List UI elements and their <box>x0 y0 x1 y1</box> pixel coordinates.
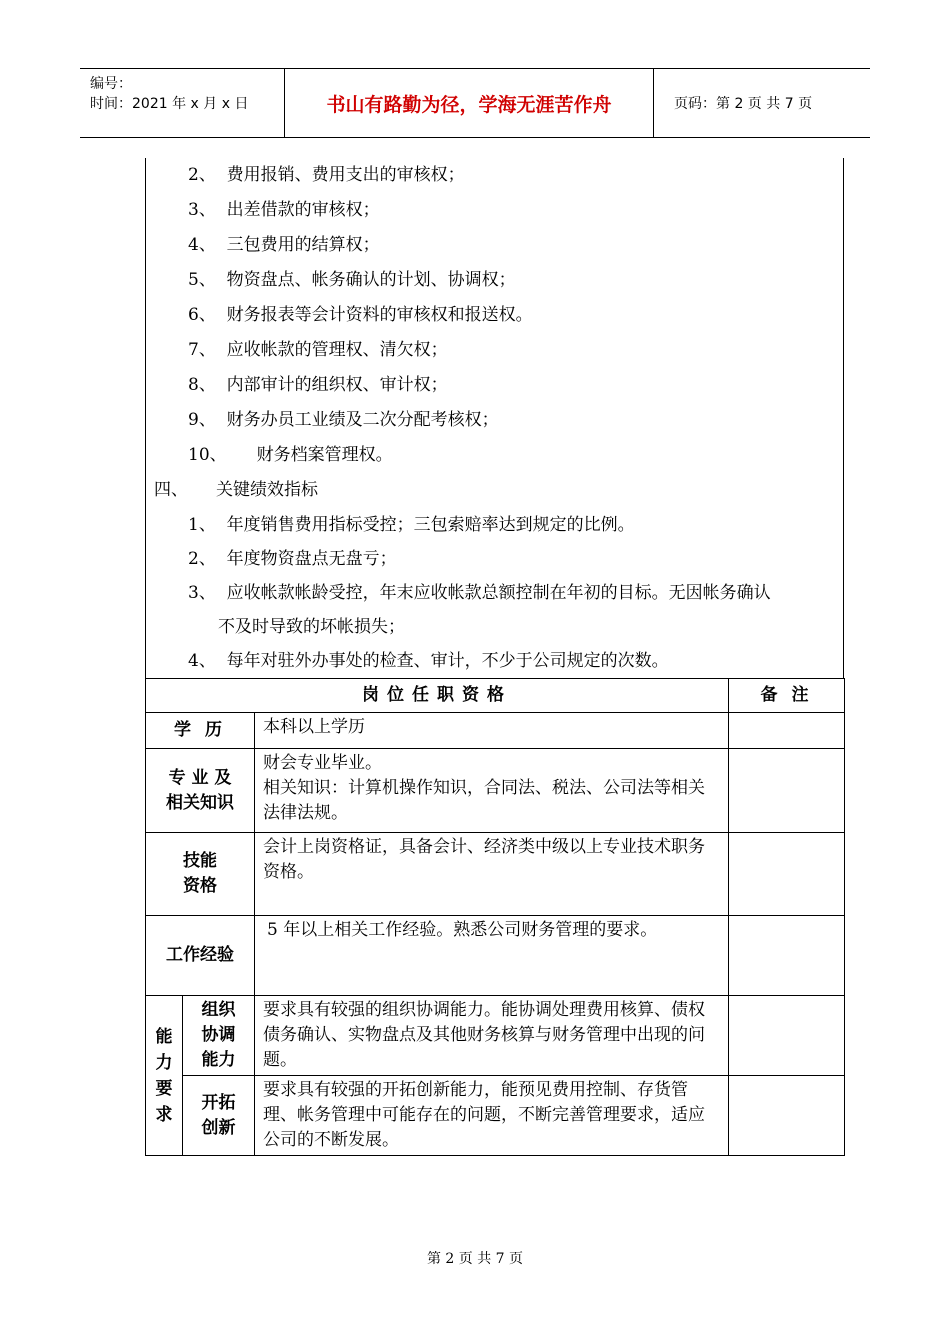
kpi-item: 1、 年度销售费用指标受控；三包索赔率达到规定的比例。 <box>188 515 635 535</box>
header-motto: 书山有路勤为径，学海无涯苦作舟 <box>285 69 654 137</box>
table-row <box>146 1076 845 1156</box>
document-header <box>80 68 870 138</box>
kpi-item: 4、 每年对驻外办事处的检查、审计，不少于公司规定的次数。 <box>188 651 669 671</box>
responsibility-block <box>145 158 844 678</box>
qualification-header: 岗位任职资格 <box>146 679 729 713</box>
table-row <box>146 749 845 833</box>
authority-item: 10、 财务档案管理权。 <box>188 445 393 465</box>
authority-item: 4、 三包费用的结算权； <box>188 235 380 255</box>
authority-item: 6、 财务报表等会计资料的审核权和报送权。 <box>188 305 533 325</box>
time-label: 时间：2021 年 x 月 x 日 <box>90 96 249 112</box>
table-row <box>146 713 845 749</box>
authority-item: 7、 应收帐款的管理权、清欠权； <box>188 340 448 360</box>
note-cell <box>729 1076 845 1156</box>
ability-label: 能 力 要 求 <box>146 996 183 1156</box>
page-footer: 第 2 页 共 7 页 <box>426 1251 524 1267</box>
skill-value: 会计上岗资格证，具备会计、经济类中级以上专业技术职务资格。 <box>255 833 729 916</box>
authority-item: 2、 费用报销、费用支出的审核权； <box>188 165 465 185</box>
innovation-value: 要求具有较强的开拓创新能力，能预见费用控制、存货管理、帐务管理中可能存在的问题，不断完善管理要求，适应公司的不断发展。 <box>255 1076 729 1156</box>
table-row <box>146 996 845 1076</box>
number-label: 编号： <box>90 76 132 92</box>
note-header: 备 注 <box>729 679 845 713</box>
major-value: 财会专业毕业。 相关知识：计算机操作知识，合同法、税法、公司法等相关法律法规。 <box>255 749 729 833</box>
note-cell <box>729 833 845 916</box>
coordination-label: 组织 协调 能力 <box>183 996 255 1076</box>
education-label: 学 历 <box>146 713 255 749</box>
innovation-label: 开拓 创新 <box>183 1076 255 1156</box>
experience-label: 工作经验 <box>146 916 255 996</box>
header-meta <box>80 69 285 137</box>
note-cell <box>729 996 845 1076</box>
page-info-text: 页码：第 2 页 共 7 页 <box>674 96 813 112</box>
table-header-row <box>146 679 845 713</box>
authority-item: 3、 出差借款的审核权； <box>188 200 380 220</box>
note-cell <box>729 916 845 996</box>
major-label: 专 业 及 相关知识 <box>146 749 255 833</box>
qualification-table <box>145 678 845 1156</box>
authority-item: 8、 内部审计的组织权、审计权； <box>188 375 448 395</box>
kpi-item-continuation: 不及时导致的坏帐损失； <box>218 617 405 637</box>
header-page-info <box>664 69 870 137</box>
coordination-value: 要求具有较强的组织协调能力。能协调处理费用核算、债权债务确认、实物盘点及其他财务核算与财务管理中出现的问题。 <box>255 996 729 1076</box>
table-row <box>146 833 845 916</box>
experience-value: 5 年以上相关工作经验。熟悉公司财务管理的要求。 <box>255 916 729 996</box>
skill-label: 技能 资格 <box>146 833 255 916</box>
kpi-item: 3、 应收帐款帐龄受控，年末应收帐款总额控制在年初的目标。无因帐务确认 <box>188 583 771 603</box>
education-value: 本科以上学历 <box>255 713 729 749</box>
section-heading-kpi: 四、 关键绩效指标 <box>154 480 318 500</box>
authority-item: 5、 物资盘点、帐务确认的计划、协调权； <box>188 270 516 290</box>
table-row <box>146 916 845 996</box>
kpi-item: 2、 年度物资盘点无盘亏； <box>188 549 397 569</box>
note-cell <box>729 713 845 749</box>
authority-item: 9、 财务办员工业绩及二次分配考核权； <box>188 410 499 430</box>
note-cell <box>729 749 845 833</box>
